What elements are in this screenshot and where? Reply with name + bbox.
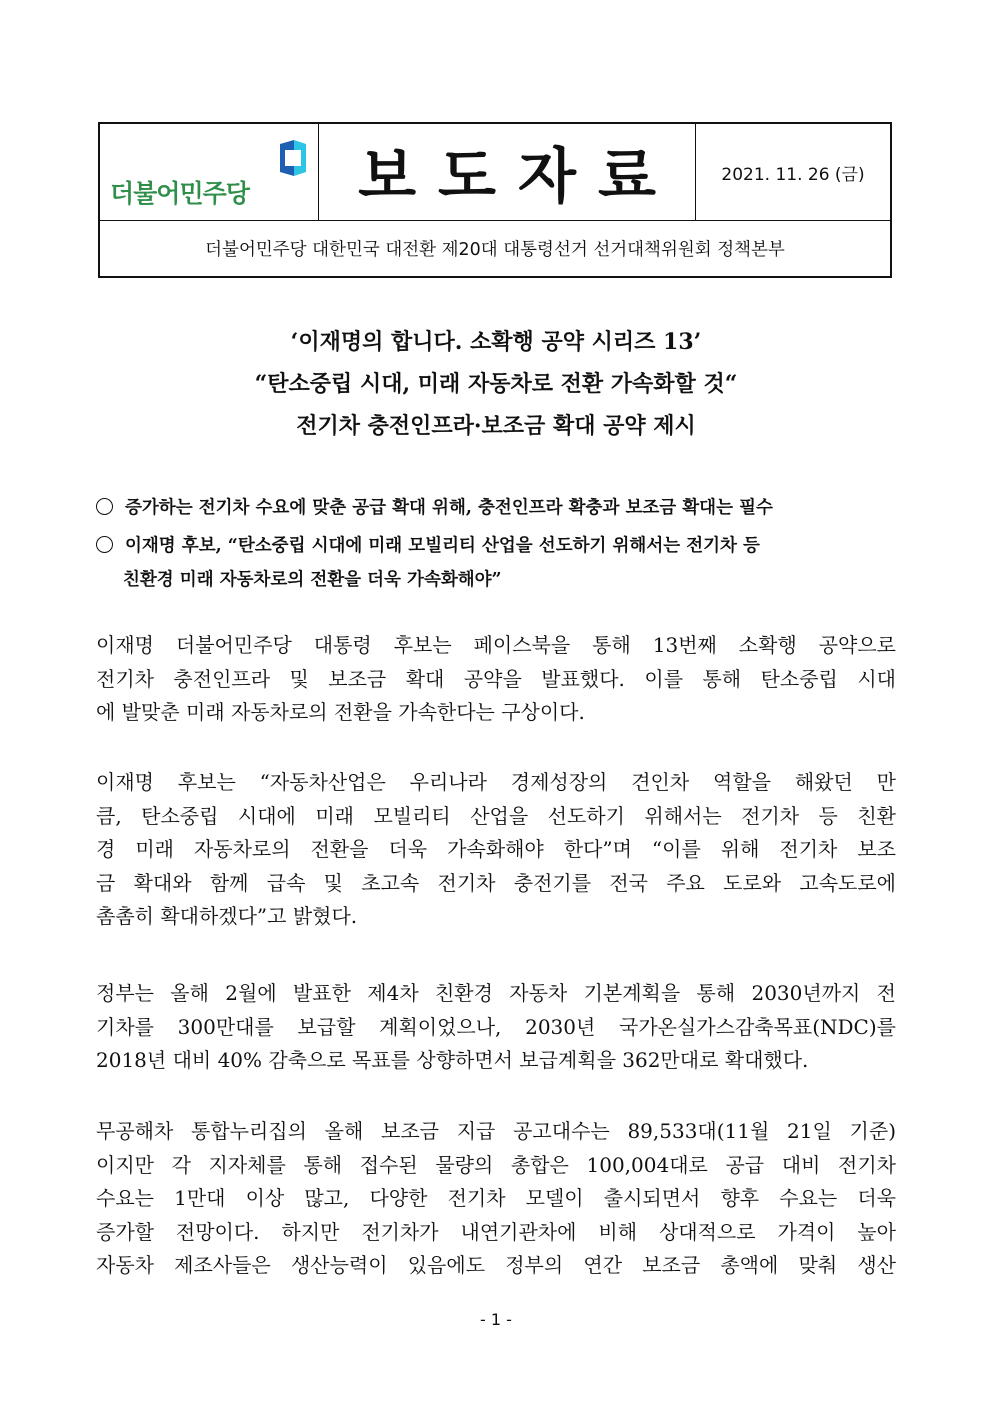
paragraph-line: 촘촘히 확대하겠다”고 밝혔다. [96, 904, 358, 928]
party-logo-text: 더불어민주당 [110, 179, 249, 208]
summary-bullet [96, 532, 900, 557]
header-top-row [100, 124, 890, 221]
body-paragraph [96, 766, 896, 934]
paragraph-line: 수요는 1만대 이상 많고, 다양한 전기차 모델이 출시되면서 향후 수요는 더욱 [96, 1186, 896, 1210]
bullet-text: 증가하는 전기차 수요에 맞춘 공급 확대 위해, 충전인프라 확충과 보조금 확대는 필수 [125, 498, 773, 518]
paragraph-line: 정부는 올해 2월에 발표한 제4차 친환경 자동차 기본계획을 통해 2030년까지 전 [96, 981, 896, 1005]
paragraph-line: 이재명 후보는 “자동차산업은 우리나라 경제성장의 견인차 역할을 해왔던 만 [96, 770, 896, 794]
body-paragraph [96, 629, 896, 730]
headline-quote: “탄소중립 시대, 미래 자동차로 전환 가속화할 것“ [254, 371, 738, 397]
body-paragraph [96, 1115, 896, 1283]
page-number: - 1 - [480, 1310, 512, 1329]
paragraph-line: 금 확대와 함께 급속 및 초고속 전기차 충전기를 전국 주요 도로와 고속도로에 [96, 870, 896, 895]
party-logo [100, 124, 319, 220]
paragraph-line: 2018년 대비 40% 감축으로 목표를 상향하면서 보급계획을 362만대로 확대했다. [96, 1048, 809, 1072]
headline-series: ‘이재명의 합니다. 소확행 공약 시리즈 13’ [290, 329, 702, 355]
paragraph-line: 전기차 충전인프라 및 보조금 확대 공약을 발표했다. 이를 통해 탄소중립 시대 [96, 666, 896, 691]
circle-bullet-icon [96, 498, 113, 515]
body-paragraph [96, 977, 896, 1078]
paragraph-line: 무공해차 통합누리집의 올해 보조금 지급 공고대수는 89,533대(11월 21일 기준) [96, 1119, 896, 1143]
release-date: 2021. 11. 26 (금) [721, 164, 865, 185]
bullet-text: 친환경 미래 자동차로의 전환을 더욱 가속화해야” [123, 570, 502, 590]
summary-bullet-continuation [123, 566, 927, 591]
headline-pledge: 전기차 충전인프라·보조금 확대 공약 제시 [296, 413, 696, 439]
paragraph-line: 에 발맞춘 미래 자동차로의 전환을 가속한다는 구상이다. [96, 700, 585, 724]
paragraph-line: 증가할 전망이다. 하지만 전기차가 내연기관차에 비해 상대적으로 가격이 높아 [96, 1219, 896, 1244]
party-emblem-icon [276, 138, 310, 180]
circle-bullet-icon [96, 536, 113, 553]
organization-name: 더불어민주당 대한민국 대전환 제20대 대통령선거 선거대책위원회 정책본부 [205, 240, 785, 260]
paragraph-line: 이재명 더불어민주당 대통령 후보는 페이스북을 통해 13번째 소확행 공약으로 [96, 633, 896, 657]
bullet-text: 이재명 후보, “탄소중립 시대에 미래 모빌리티 산업을 선도하기 위해서는 전기차 등 [125, 536, 760, 556]
press-release-header [98, 122, 892, 278]
paragraph-line: 경 미래 자동차로의 전환을 더욱 가속화해야 한다”며 “이를 위해 전기차 보조 [96, 837, 896, 861]
paragraph-line: 기차를 300만대를 보급할 계획이었으나, 2030년 국가온실가스감축목표(NDC)를 [96, 1014, 896, 1039]
paragraph-line: 큼, 탄소중립 시대에 미래 모빌리티 산업을 선도하기 위해서는 전기차 등 친환 [96, 803, 896, 828]
paragraph-line: 자동차 제조사들은 생산능력이 있음에도 정부의 연간 보조금 총액에 맞춰 생산 [96, 1253, 896, 1277]
paragraph-line: 이지만 각 지자체를 통해 접수된 물량의 총합은 100,004대로 공급 대비 전기차 [96, 1152, 896, 1177]
press-release-title: 보도자료 [358, 142, 678, 212]
press-release-title-cell [319, 124, 696, 220]
summary-bullet [96, 494, 900, 519]
